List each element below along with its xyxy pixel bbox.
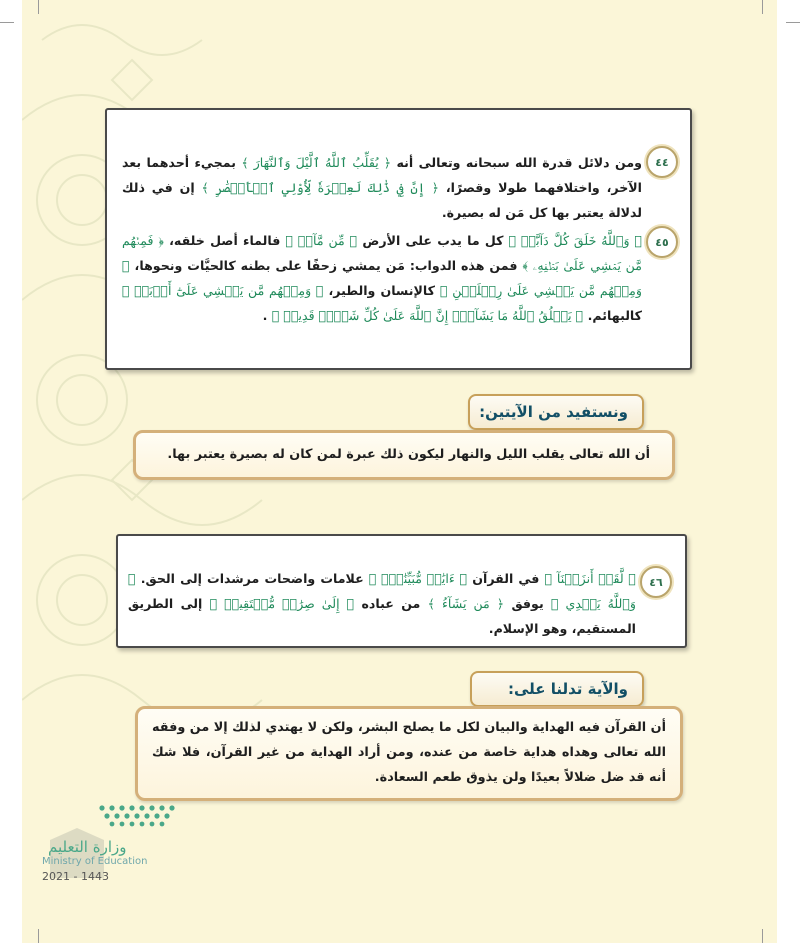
edition-year: 2021 - 1443 xyxy=(42,870,109,883)
verse-46-explanation xyxy=(128,566,636,641)
benefit-box-1: أن الله تعالى يقلب الليل والنهار ليكون ذلك عبرة لمن كان له بصيرة يعتبر بها. xyxy=(133,430,675,480)
explanation-text: في القرآن xyxy=(467,571,545,586)
explanation-text: من عباده xyxy=(354,596,428,611)
quran-verse-text: ﴿ وَمِنۡهُم مَّن يَمۡشِي عَلَىٰ رِجۡلَيۡنِ ﴾ xyxy=(122,258,642,298)
quran-verse-text: ﴿ وَمِنۡهُم مَّن يَمۡشِي عَلَىٰٓ أَرۡبَعٖ ﴾ xyxy=(122,283,324,298)
explanation-text: إلى الطريق المستقيم، وهو الإسلام. xyxy=(128,596,636,636)
crop-mark xyxy=(762,0,763,14)
explanation-text: فالماء أصل خلقه، xyxy=(163,233,286,248)
quran-verse-text: ﴿ وَٱللَّهُ يَهۡدِي ﴾ xyxy=(128,571,636,611)
verse-44-explanation xyxy=(122,150,642,225)
ministry-name-arabic: وزارة التعليم xyxy=(48,838,127,856)
verse-number-46: ٤٦ xyxy=(640,566,672,598)
explanation-text: كل ما يدب على الأرض xyxy=(357,233,509,248)
crop-mark xyxy=(38,0,39,14)
explanation-text: علامات واضحات مرشدات إلى الحق. xyxy=(135,571,369,586)
explanation-text: ومن دلائل قدرة الله سبحانه وتعالى أنه xyxy=(391,155,643,170)
verse-45-explanation xyxy=(122,228,642,328)
benefit-label-2: والآية تدلنا على: xyxy=(470,671,644,707)
quran-verse-text: ﴿ لَّقَدۡ أَنزَلۡنَآ ﴾ xyxy=(544,571,636,586)
explanation-text: يوفق xyxy=(504,596,552,611)
quran-verse-text: ﴿ وَٱللَّهُ خَلَقَ كُلَّ دَآبَّةٖ ﴾ xyxy=(508,233,642,248)
quran-verse-text: ﴿ إِنَّ فِي ذَٰلِكَ لَعِبۡرَةٗ لِّأُوْلِي ٱلۡأَبۡصَٰرِ ﴾ xyxy=(201,180,439,195)
explanation-text: فمن هذه الدواب: مَن يمشي زحفًا على بطنه كالحيَّات ونحوها، xyxy=(129,258,523,273)
quran-verse-text: ﴿ مِّن مَّآءٖ ﴾ xyxy=(285,233,358,248)
ministry-name-english: Ministry of Education xyxy=(42,856,148,867)
quran-verse-text: ﴿ ءَايَٰتٖ مُّبَيِّنَٰتٖۚ ﴾ xyxy=(368,571,468,586)
crop-mark xyxy=(0,22,14,23)
verse-number-44: ٤٤ xyxy=(646,146,678,178)
verse-number-45: ٤٥ xyxy=(646,226,678,258)
crop-mark xyxy=(38,929,39,943)
explanation-text: كالإنسان والطير، xyxy=(323,283,440,298)
explanation-text: بمجيء أحدهما بعد الآخر، واختلافهما طولا وقصرًا، xyxy=(122,155,642,195)
quran-verse-text: ﴿ إِلَىٰ صِرَٰطٖ مُّسۡتَقِيمٖ ﴾ xyxy=(209,596,355,611)
benefit-label-1: ونستفيد من الآيتين: xyxy=(468,394,644,430)
explanation-text: . xyxy=(262,308,272,323)
explanation-text: إن في ذلك لدلالة يعتبر بها كل مَن له بصيرة. xyxy=(122,180,642,220)
quran-verse-text: ﴿ يَخۡلُقُ ٱللَّهُ مَا يَشَآءُۚ إِنَّ ٱللَّهَ عَلَىٰ كُلِّ شَيۡءٖ قَدِيرٞ ﴾ xyxy=(271,308,584,323)
quran-verse-text: ﴿ مَن يَشَآءُ ﴾ xyxy=(427,596,505,611)
crop-mark xyxy=(786,22,800,23)
explanation-text: كالبهائم. xyxy=(583,308,642,323)
quran-verse-text: ﴿ فَمِنۡهُم مَّن يَمۡشِي عَلَىٰ بَطۡنِهِۦ ﴾ xyxy=(122,233,642,273)
benefit-box-2: أن القرآن فيه الهداية والبيان لكل ما يصلح البشر، ولكن لا يهتدي لذلك إلا من وفقه الله تعالى وهداه هداية خاصة من عنده، ومن أراد الهداية من غير القرآن، فلا شك أنه قد ضل ضلالاً بعيدًا ولن يذوق طعم السعادة. xyxy=(135,706,683,801)
quran-verse-text: ﴿ يُقَلِّبُ ٱللَّهُ ٱلَّيْلَ وَٱلنَّهَارَ ﴾ xyxy=(241,155,392,170)
crop-mark xyxy=(762,929,763,943)
